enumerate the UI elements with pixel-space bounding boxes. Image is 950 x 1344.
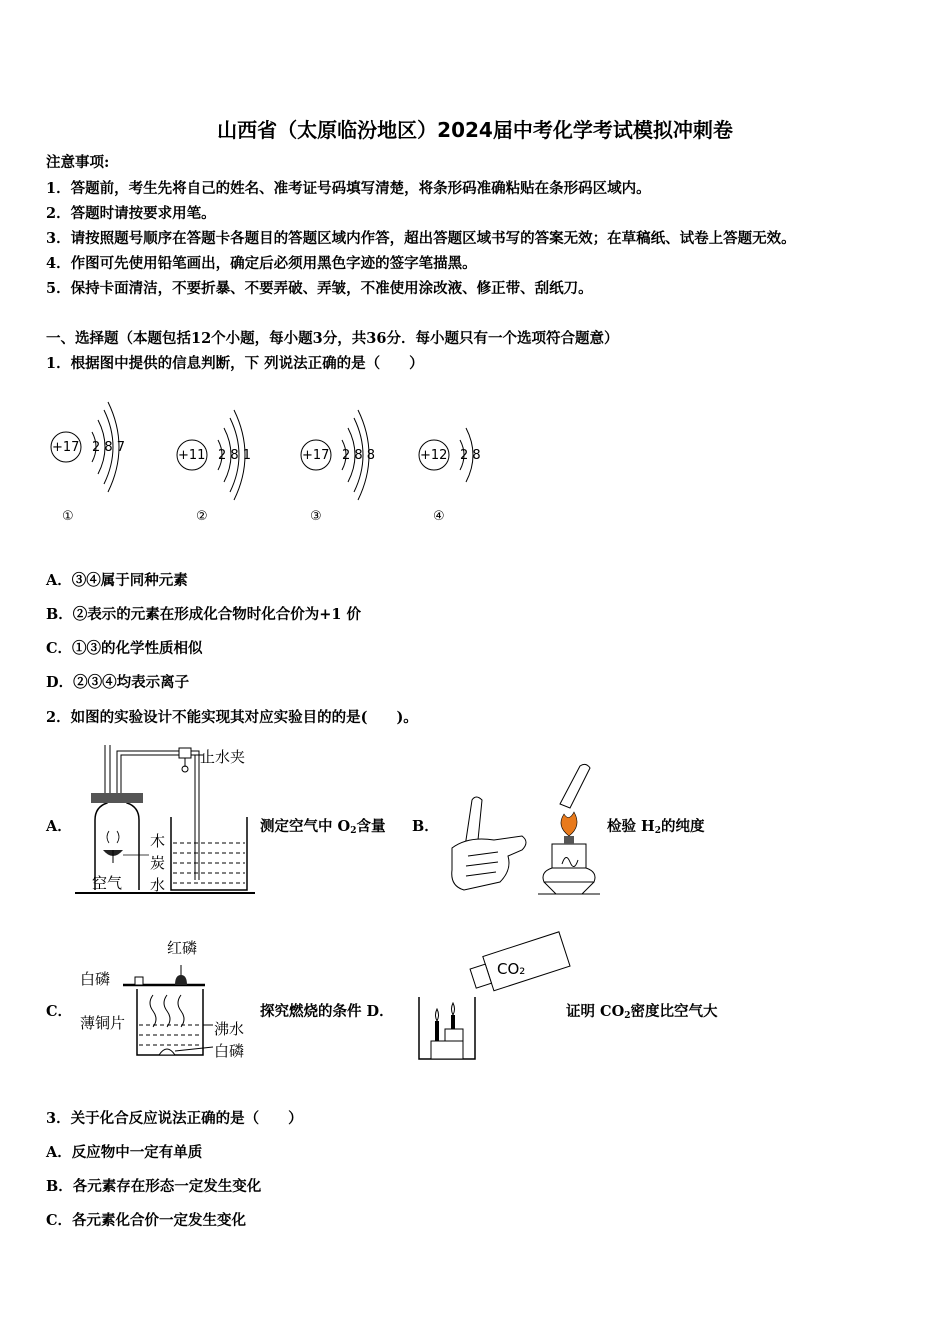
label-boiling-water: 沸水 [214,1020,245,1038]
atom-label: ① [62,509,74,524]
q2-c-letter: C． [46,1003,73,1020]
question-1-stem: 1．根据图中提供的信息判断，下 列说法正确的是（ ） [46,355,424,372]
q2-a-caption: 测定空气中 $O_2$含量 [260,818,386,836]
q1-option-a: A．③④属于同种元素 [46,572,188,589]
notice-heading: 注意事项: [46,154,110,171]
notice-item: 5．保持卡面清洁，不要折暴、不要弄破、弄皱，不准使用涂改液、修正带、刮纸刀。 [46,280,593,297]
atom-shells: 2 8 7 [92,440,126,455]
q2-a-letter: A． [46,818,72,835]
atom-nucleus: +17 [52,440,80,455]
label-charcoal-2: 炭 [150,854,166,872]
label-charcoal-1: 木 [150,832,166,850]
atom-nucleus: +17 [302,448,330,463]
q3-option-b: B．各元素存在形态一定发生变化 [46,1178,262,1195]
q2-b-letter: B． [412,818,439,835]
notice-item: 1．答题前，考生先将自己的姓名、准考证号码填写清楚，将条形码准确粘贴在条形码区域内。 [46,180,651,197]
atom-shells: 2 8 1 [218,448,252,463]
atom-label: ② [196,509,208,524]
label-clamp: 止水夹 [200,748,246,766]
q3-option-c: C．各元素化合价一定发生变化 [46,1212,247,1229]
atom-label: ④ [433,509,445,524]
label-red-phosphorus: 红磷 [167,939,198,957]
notice-item: 4．作图可先使用铅笔画出，确定后必须用黑色字迹的签字笔描黑。 [46,255,477,272]
section-heading: 一、选择题（本题包括12个小题，每小题3分，共36分．每小题只有一个选项符合题意） [46,330,619,347]
label-co2-bottle: CO₂ [497,960,526,978]
atom-nucleus: +12 [420,448,448,463]
label-air: 空气 [92,874,123,892]
label-white-phosphorus-top: 白磷 [80,970,111,988]
page-title: 山西省（太原临汾地区）2024届中考化学考试模拟冲刺卷 [217,118,733,142]
label-white-phosphorus-bottom: 白磷 [214,1042,245,1060]
atom-shells: 2 8 [460,448,481,463]
q2-b-caption: 检验 $H_2$的纯度 [607,818,705,836]
atom-nucleus: +11 [178,448,206,463]
q1-option-c: C．①③的化学性质相似 [46,640,203,657]
notice-item: 2．答题时请按要求用笔。 [46,205,216,222]
q3-option-a: A．反应物中一定有单质 [46,1144,203,1161]
atom-shells: 2 8 8 [342,448,376,463]
q2-d-caption: 证明 $CO_2$密度比空气大 [566,1003,718,1021]
q2-c-caption: 探究燃烧的条件 D． [260,1003,394,1020]
atom-label: ③ [310,509,322,524]
question-2-stem: 2．如图的实验设计不能实现其对应实验目的的是( )。 [46,709,418,726]
q1-option-d: D．②③④均表示离子 [46,674,190,691]
q1-option-b: B．②表示的元素在形成化合物时化合价为+1 价 [46,606,362,623]
question-3-stem: 3．关于化合反应说法正确的是（ ） [46,1110,303,1127]
label-water: 水 [150,876,166,894]
label-copper-sheet: 薄铜片 [80,1014,126,1032]
notice-item: 3．请按照题号顺序在答题卡各题目的答题区域内作答，超出答题区域书写的答案无效；在草稿纸、试卷上答题无效。 [46,230,796,247]
